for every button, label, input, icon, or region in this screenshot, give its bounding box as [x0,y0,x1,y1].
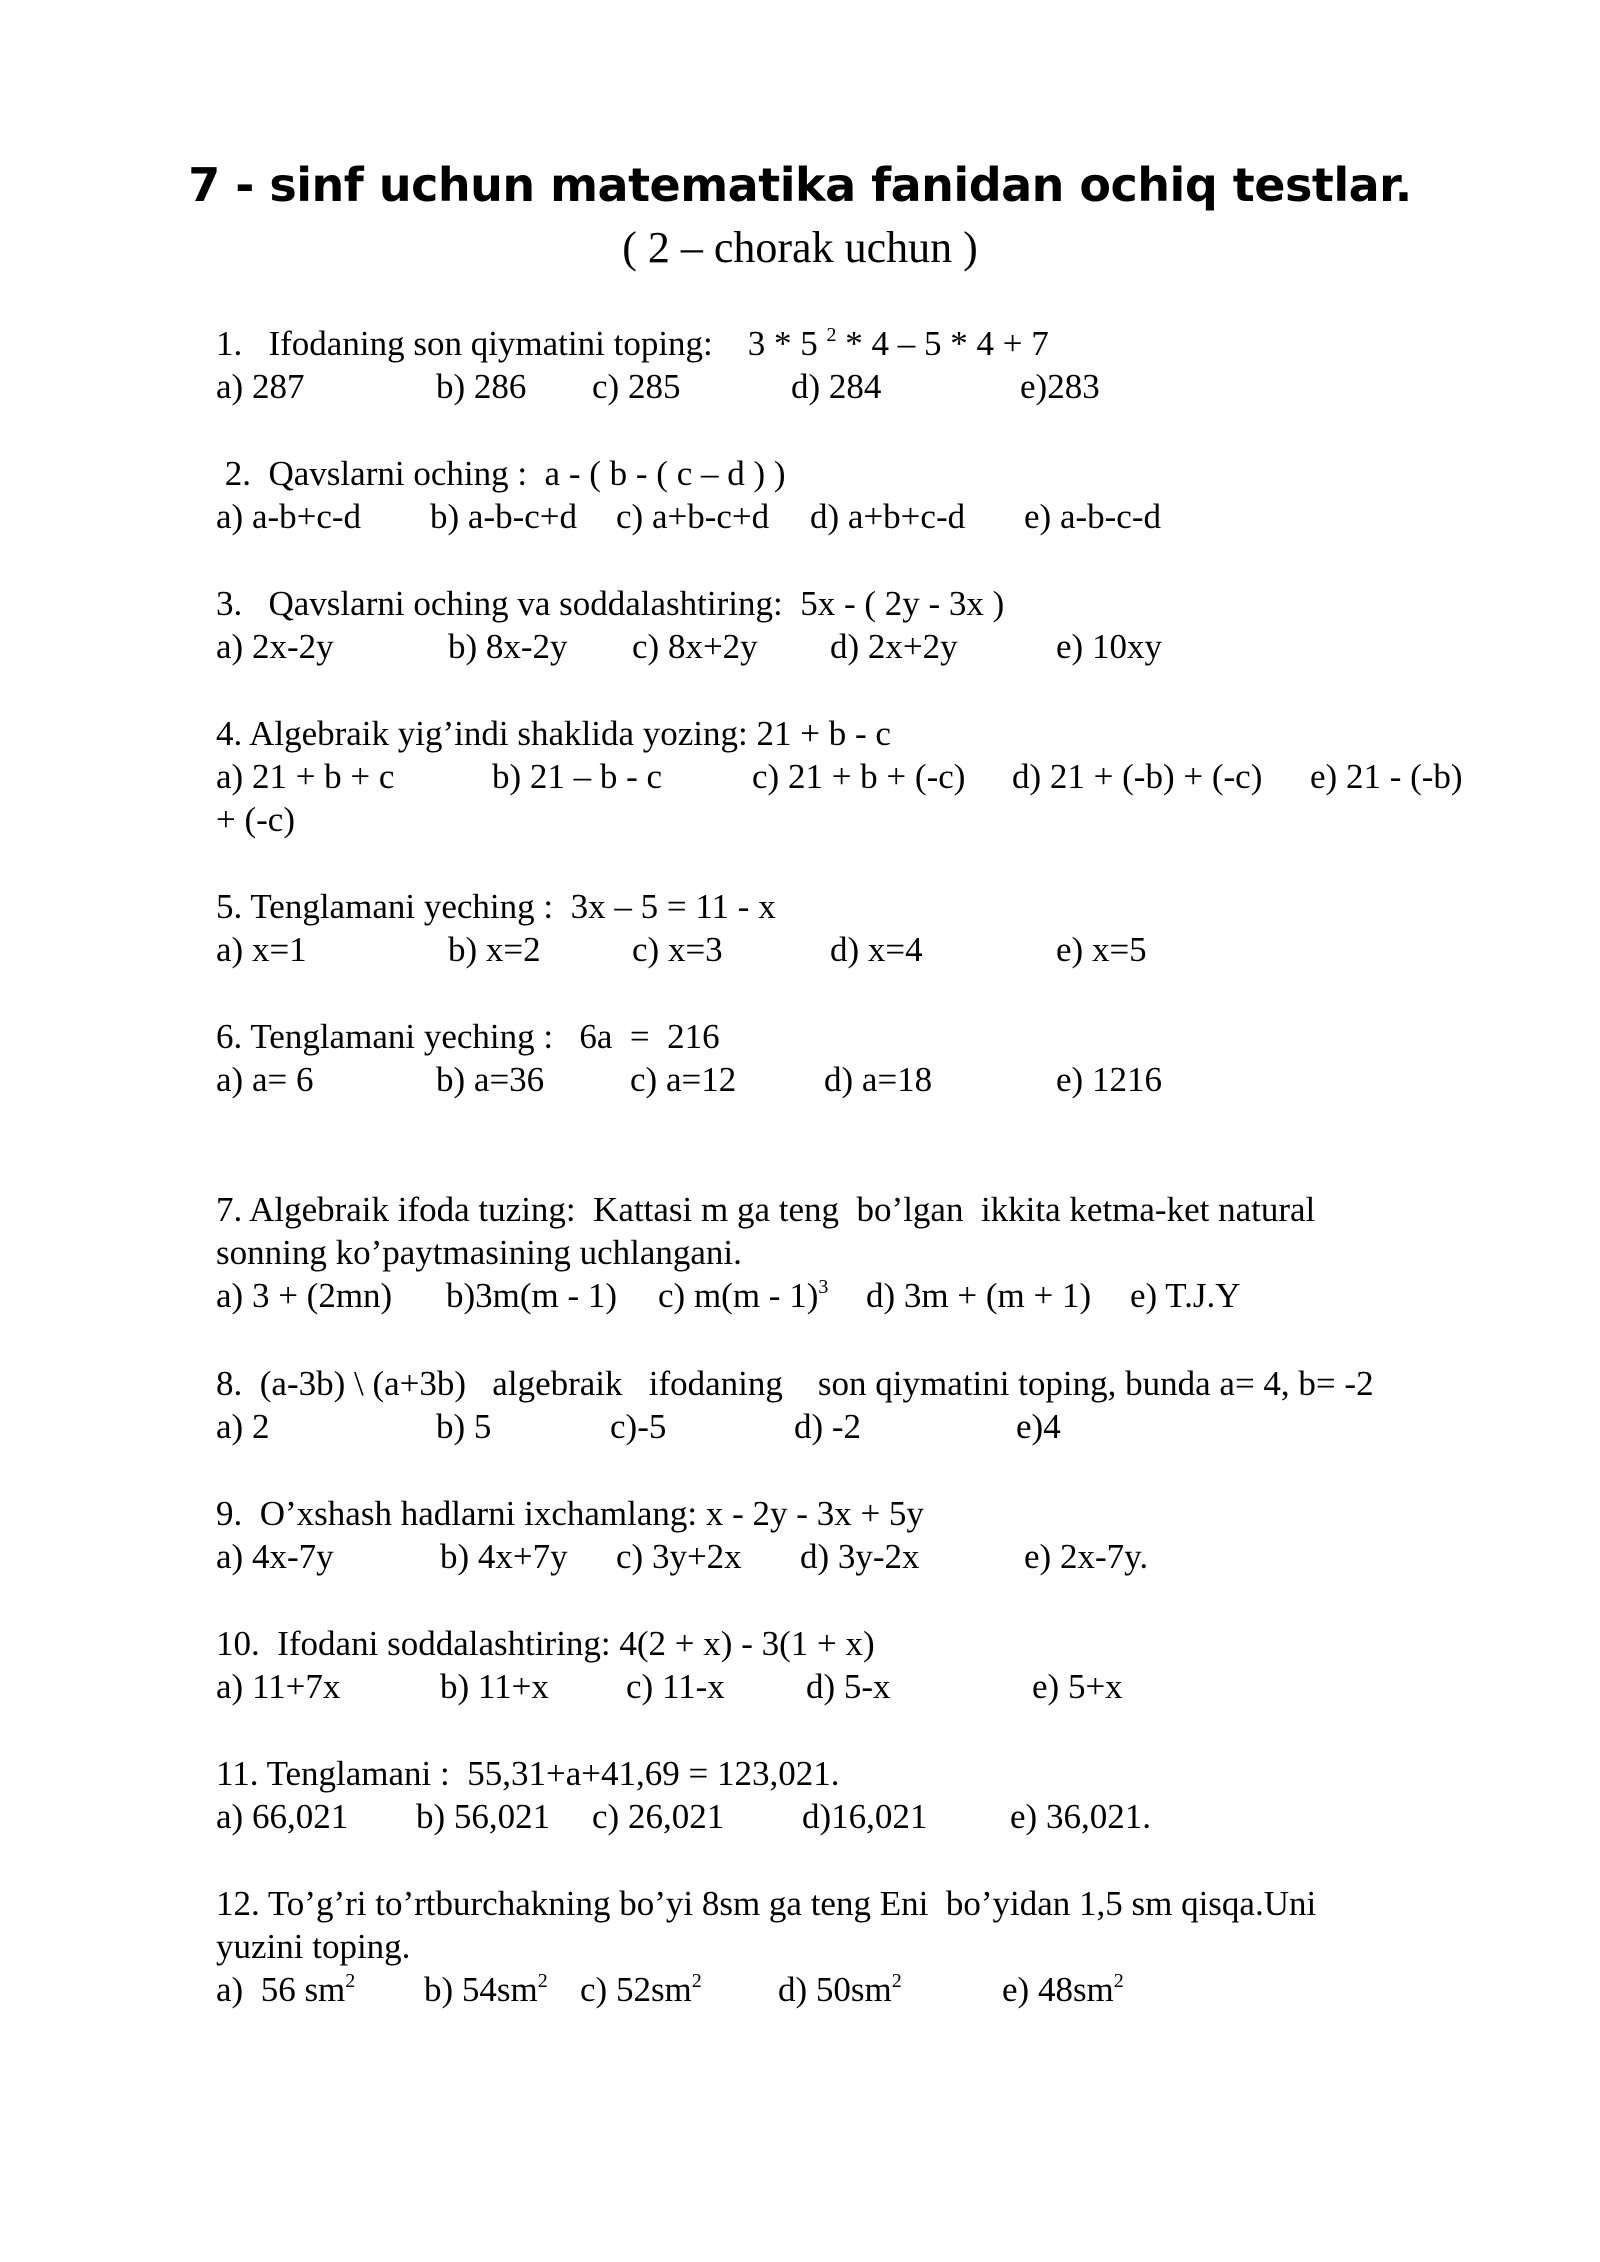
option-e-exponent: 2 [1113,1970,1124,1992]
option-a-exponent: 2 [345,1970,356,1992]
option-c-text: c) m(m - 1) [658,1276,819,1315]
question-4-options-continued: + (-c) [216,800,295,839]
question-9-stem: 9. O’xshash hadlarni ixchamlang: x - 2y - 3x + 5y [216,1494,924,1533]
option-d: d) a+b+c-d [810,497,966,536]
option-a: a) 21 + b + c [216,757,395,796]
option-b: b) 4x+7y [440,1537,568,1576]
option-c: c) 21 + b + (-c) [752,757,966,796]
option-a: a) 2 [216,1407,270,1446]
question-7 [216,1188,1516,1317]
option-d: d) a=18 [824,1060,933,1099]
option-b [424,1968,548,2011]
option-a: a) a= 6 [216,1060,314,1099]
question-5-options [216,928,1516,971]
option-e: e) x=5 [1056,930,1147,969]
option-d: d) 5-x [806,1667,891,1706]
question-12 [216,1882,1516,2011]
question-8-stem: 8. (a-3b) \ (a+3b) algebraik ifodaning son qiymatini toping, bunda a= 4, b= -2 [216,1364,1374,1403]
question-11-stem: 11. Tenglamani : 55,31+a+41,69 = 123,021. [216,1754,840,1793]
question-6-stem: 6. Tenglamani yeching : 6a = 216 [216,1017,720,1056]
option-e: e) 10xy [1056,627,1162,666]
option-d: d) 3y-2x [800,1537,920,1576]
option-a-text: a) 56 sm [216,1970,346,2009]
question-7-stem-line-2: sonning ko’paytmasining uchlangani. [216,1233,742,1272]
option-a: a) x=1 [216,930,307,969]
question-5 [216,885,1516,971]
option-c: c) 11-x [626,1667,725,1706]
question-6 [216,1015,1516,1101]
question-1 [216,322,1516,408]
option-c: c) 3y+2x [616,1537,742,1576]
option-a: a) 2x-2y [216,627,334,666]
option-e: e) a-b-c-d [1024,497,1161,536]
option-e: e) 5+x [1032,1667,1123,1706]
question-12-options [216,1968,1516,2011]
option-c [580,1968,702,2011]
option-e: e) 2x-7y. [1024,1537,1149,1576]
question-4 [216,712,1516,841]
question-4-options [216,755,1516,798]
option-b: b) x=2 [448,930,541,969]
question-1-stem-text-end: * 4 – 5 * 4 + 7 [836,324,1049,363]
option-c: c)-5 [610,1407,667,1446]
question-1-stem-text: 1. Ifodaning son qiymatini toping: 3 * 5 [216,324,827,363]
question-1-stem [216,322,1516,365]
option-e-text: e) 48sm [1002,1970,1114,2009]
option-d: d) 284 [791,367,882,406]
option-b: b) 8x-2y [448,627,568,666]
question-5-stem: 5. Tenglamani yeching : 3x – 5 = 11 - x [216,887,776,926]
question-12-stem-line-2: yuzini toping. [216,1927,411,1966]
page-title: 7 - sinf uchun matematika fanidan ochiq testlar. [188,158,1412,212]
question-2-stem: 2. Qavslarni oching : a - ( b - ( c – d ) ) [216,454,786,493]
question-7-stem-line-1: 7. Algebraik ifoda tuzing: Kattasi m ga teng bo’lgan ikkita ketma-ket natural [216,1190,1316,1229]
option-d: d) -2 [794,1407,862,1446]
option-d: d) 21 + (-b) + (-c) [1012,757,1263,796]
question-2-options [216,495,1516,538]
option-d-exponent: 2 [891,1970,902,1992]
option-e [1002,1968,1124,2011]
page-subtitle: ( 2 – chorak uchun ) [622,223,978,272]
option-c-exponent: 2 [691,1970,702,1992]
option-a [216,1968,355,2011]
option-d-text: d) 50sm [778,1970,892,2009]
question-9-options [216,1535,1516,1578]
option-d: d)16,021 [802,1797,928,1836]
question-10-stem: 10. Ifodani soddalashtiring: 4(2 + x) - 3(1 + x) [216,1624,875,1663]
option-e: e)283 [1020,367,1100,406]
option-c: c) x=3 [632,930,723,969]
option-b: b)3m(m - 1) [446,1276,618,1315]
question-1-options [216,365,1516,408]
option-a: a) 287 [216,367,305,406]
option-c: c) 285 [592,367,681,406]
question-8 [216,1362,1516,1448]
option-a: a) 4x-7y [216,1537,334,1576]
option-e: e) T.J.Y [1130,1276,1241,1315]
question-3 [216,582,1516,668]
option-a: a) 11+7x [216,1667,341,1706]
option-d [778,1968,902,2011]
option-b: b) a=36 [436,1060,545,1099]
option-c: c) a=12 [630,1060,737,1099]
option-b: b) 11+x [440,1667,549,1706]
option-c: c) 26,021 [592,1797,725,1836]
question-11-options [216,1795,1516,1838]
option-b: b) 21 – b - c [492,757,663,796]
option-d: d) x=4 [830,930,923,969]
question-3-stem: 3. Qavslarni oching va soddalashtiring: 5x - ( 2y - 3x ) [216,584,1005,623]
question-10 [216,1622,1516,1708]
option-c: c) a+b-c+d [616,497,770,536]
option-b-exponent: 2 [537,1970,548,1992]
option-e: e) 36,021. [1010,1797,1151,1836]
option-c-text: c) 52sm [580,1970,692,2009]
option-d: d) 2x+2y [830,627,958,666]
option-e: e) 1216 [1056,1060,1162,1099]
question-12-stem-line-1: 12. To’g’ri to’rtburchakning bo’yi 8sm ga teng Eni bo’yidan 1,5 sm qisqa.Uni [216,1884,1317,1923]
question-10-options [216,1665,1516,1708]
option-b-text: b) 54sm [424,1970,538,2009]
option-e: e)4 [1016,1407,1061,1446]
question-9 [216,1492,1516,1578]
question-2 [216,452,1516,538]
option-b: b) a-b-c+d [430,497,578,536]
question-1-exponent: 2 [826,324,837,346]
option-a: a) 66,021 [216,1797,349,1836]
option-c: c) 8x+2y [632,627,758,666]
option-b: b) 286 [436,367,527,406]
option-c-exponent: 3 [818,1276,829,1298]
option-b: b) 56,021 [416,1797,551,1836]
option-c [658,1274,828,1317]
question-6-options [216,1058,1516,1101]
question-7-options [216,1274,1516,1317]
question-11 [216,1752,1516,1838]
option-a: a) a-b+c-d [216,497,362,536]
option-d: d) 3m + (m + 1) [866,1276,1092,1315]
question-4-stem: 4. Algebraik yig’indi shaklida yozing: 21 + b - c [216,714,891,753]
question-8-options [216,1405,1516,1448]
question-3-options [216,625,1516,668]
option-a: a) 3 + (2mn) [216,1276,393,1315]
option-b: b) 5 [436,1407,492,1446]
option-e: e) 21 - (-b) [1310,757,1463,796]
